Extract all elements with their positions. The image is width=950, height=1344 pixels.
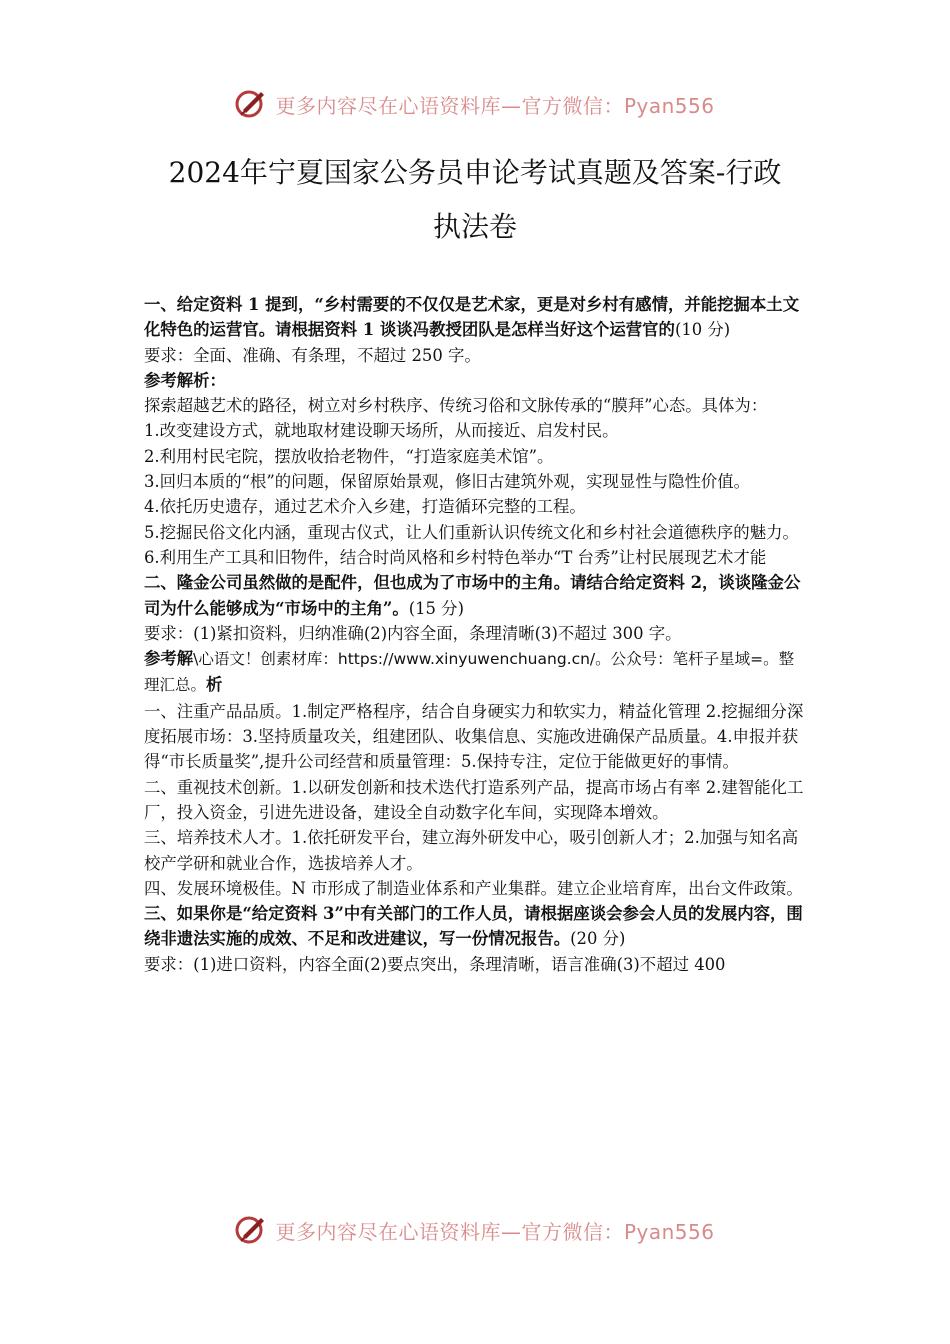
question-2-requirement: 要求：(1)紧扣资料，归纳准确(2)内容全面，条理清晰(3)不超过 300 字。: [144, 623, 682, 643]
answer-paragraph: 5.挖掘民俗文化内涵，重现古仪式，让人们重新认识传统文化和乡村社会道德秩序的魅力。: [144, 522, 799, 542]
quill-logo-icon: [235, 1213, 269, 1247]
answer-paragraph: 1.改变建设方式，就地取材建设聊天场所，从而接近、启发村民。: [144, 421, 619, 441]
answer-paragraph: 6.利用生产工具和旧物件，结合时尚风格和乡村特色举办“T 台秀”让村民展现艺术才能: [144, 547, 767, 567]
reference-prefix: 参考解: [144, 649, 194, 669]
footer-banner: [0, 1206, 950, 1254]
question-3-score: (20 分): [570, 929, 626, 949]
question-1-reference-label: 参考解析：: [144, 370, 226, 390]
answer-paragraph: 三、培养技术人才。1.依托研发平台，建立海外研发中心，吸引创新人才；2.加强与知名高校产学研和就业合作，选拔培养人才。: [144, 828, 799, 873]
question-2-score: (15 分): [408, 598, 464, 618]
banner-text: 更多内容尽在心语资料库—官方微信：Pyan556: [275, 1219, 715, 1244]
banner-text: 更多内容尽在心语资料库—官方微信：Pyan556: [275, 93, 715, 118]
answer-paragraph: 一、注重产品品质。1.制定严格程序，结合自身硬实力和软实力，精益化管理 2.挖掘细分深度拓展市场：3.坚持质量攻关，组建团队、收集信息、实施改进确保产品质量。4.申报并获得“市长质量奖”,提升公司经营和质量管理：5.保持专注，定位于能做更好的事情。: [144, 701, 804, 772]
question-3-prompt: 三、如果你是“给定资料 3”中有关部门的工作人员，请根据座谈会参会人员的发展内容，围绕非遗法实施的成效、不足和改进建议，写一份情况报告。: [144, 904, 803, 949]
title-line-1: 2024年宁夏国家公务员申论考试真题及答案-行政: [168, 156, 782, 189]
inline-watermark: \心语文！创素材库：https://www.xinyuwenchuang.cn/。公众号：笔杆子星域=。整理汇总。: [144, 650, 795, 695]
quill-logo-icon: [235, 87, 269, 121]
answer-paragraph: 二、重视技术创新。1.以研发创新和技术迭代打造系列产品，提高市场占有率 2.建智能化工厂，投入资金，引进先进设备，建设全自动数字化车间，实现降本增效。: [144, 777, 804, 822]
document-title: [120, 146, 830, 254]
answer-paragraph: 2.利用村民宅院，摆放收拾老物件，“打造家庭美术馆”。: [144, 446, 554, 466]
document-body: [144, 292, 808, 977]
question-2-reference-label: [144, 646, 808, 699]
question-3: [144, 901, 808, 952]
answer-paragraph: 3.回归本质的“根”的问题，保留原始景观，修旧古建筑外观，实现显性与隐性价值。: [144, 472, 751, 492]
question-1-requirement: 要求：全面、准确、有条理，不超过 250 字。: [144, 345, 481, 365]
answer-paragraph: 4.依托历史遗存，通过艺术介入乡建，打造循环完整的工程。: [144, 497, 586, 517]
answer-paragraph: 四、发展环境极佳。N 市形成了制造业体系和产业集群。建立企业培育库，出台文件政策。: [144, 878, 803, 898]
question-2-prompt: 二、隆金公司虽然做的是配件，但也成为了市场中的主角。请结合给定资料 2，谈谈隆金公司为什么能够成为“市场中的主角”。: [144, 573, 801, 618]
answer-paragraph: 探索超越艺术的路径，树立对乡村秩序、传统习俗和文脉传承的“膜拜”心态。具体为：: [144, 396, 768, 416]
header-banner: [0, 80, 950, 128]
question-1: [144, 292, 808, 343]
reference-suffix: 析: [206, 675, 223, 695]
question-3-requirement: 要求：(1)进口资料，内容全面(2)要点突出，条理清晰，语言准确(3)不超过 400: [144, 954, 726, 974]
question-2: [144, 570, 808, 621]
question-1-score: (10 分): [674, 320, 731, 340]
title-line-2: 执法卷: [432, 210, 517, 243]
question-1-prompt: 一、给定资料 1 提到，“乡村需要的不仅仅是艺术家，更是对乡村有感情，并能挖掘本土文化特色的运营官。请根据资料 1 谈谈冯教授团队是怎样当好这个运营官的: [144, 295, 800, 340]
